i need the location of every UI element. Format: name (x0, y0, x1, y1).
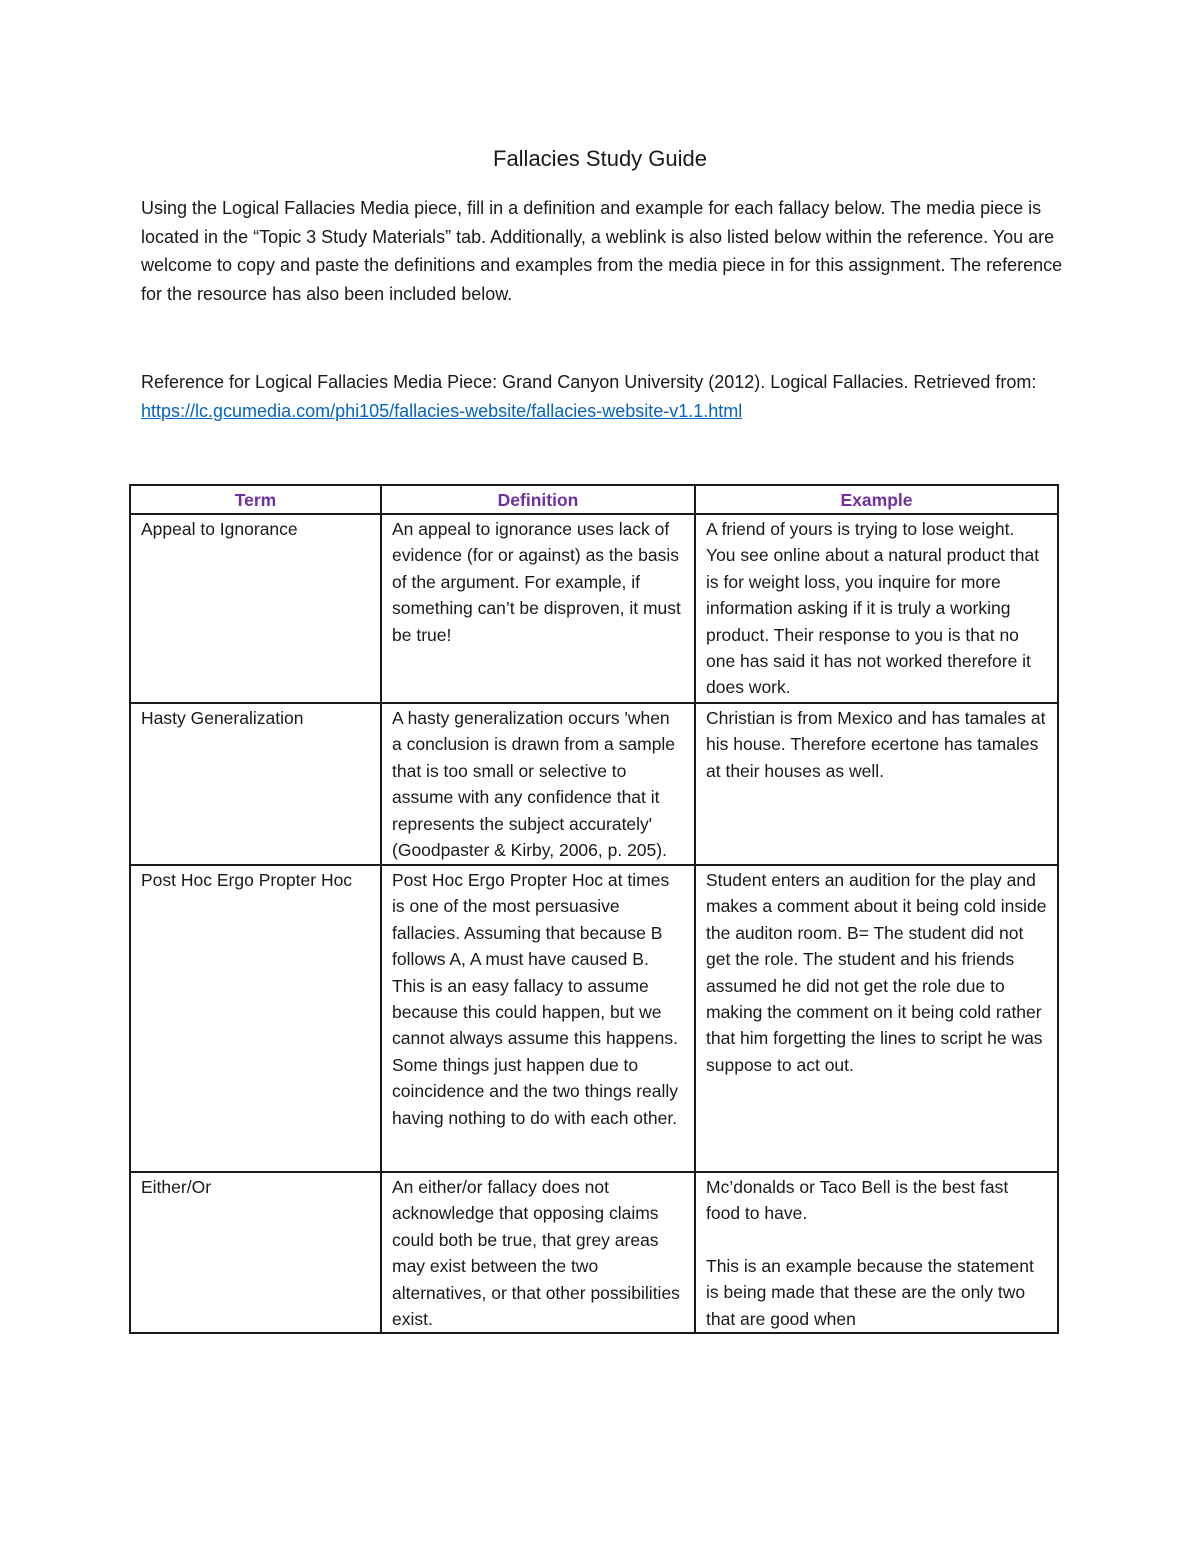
fallacies-table (129, 484, 1059, 1334)
term-cell: Either/Or (130, 1172, 381, 1333)
example-cell (695, 1172, 1058, 1333)
example-paragraph-2: This is an example because the statement is being made that these are the only two that are good when (706, 1255, 1034, 1329)
term-cell: Post Hoc Ergo Propter Hoc (130, 865, 381, 1172)
header-example: Example (695, 485, 1058, 514)
reference-text: Reference for Logical Fallacies Media Piece: Grand Canyon University (2012). Logical Fallacies. Retrieved from: (141, 372, 1037, 392)
table-header-row (130, 485, 1058, 514)
definition-cell: Post Hoc Ergo Propter Hoc at times is one of the most persuasive fallacies. Assuming that because B follows A, A must have caused B. This is an easy fallacy to assume because this could happen, but we cannot always assume this happens. Some things just happen due to coincidence and the two things really having nothing to do with each other. (381, 865, 695, 1172)
definition-cell: A hasty generalization occurs 'when a conclusion is drawn from a sample that is too small or selective to assume with any confidence that it represents the subject accurately' (Goodpaster & Kirby, 2006, p. 205). (381, 703, 695, 865)
example-cell: Christian is from Mexico and has tamales at his house. Therefore ecertone has tamales at their houses as well. (695, 703, 1058, 865)
definition-cell: An appeal to ignorance uses lack of evidence (for or against) as the basis of the argument. For example, if something can’t be disproven, it must be true! (381, 514, 695, 703)
table-row (130, 1172, 1058, 1333)
example-cell: Student enters an audition for the play and makes a comment about it being cold inside the auditon room. B= The student did not get the role. The student and his friends assumed he did not get the role due to making the comment on it being cold rather that him forgetting the lines to script he was suppose to act out. (695, 865, 1058, 1172)
table-row (130, 703, 1058, 865)
page-title: Fallacies Study Guide (493, 146, 707, 171)
intro-paragraph: Using the Logical Fallacies Media piece, fill in a definition and example for each fallacy below. The media piece is located in the “Topic 3 Study Materials” tab. Additionally, a weblink is also listed below within the reference. You are welcome to copy and paste the definitions and examples from the media piece in for this assignment. The reference for the resource has also been included below. (141, 198, 1063, 305)
paragraph-gap (706, 1227, 1047, 1253)
reference-paragraph (141, 368, 1066, 425)
example-paragraph-1: Mc’donalds or Taco Bell is the best fast food to have. (706, 1177, 1009, 1224)
reference-link[interactable]: https://lc.gcumedia.com/phi105/fallacies-website/fallacies-website-v1.1.html (141, 400, 743, 421)
definition-cell: An either/or fallacy does not acknowledge that opposing claims could both be true, that grey areas may exist between the two alternatives, or that other possibilities exist. (381, 1172, 695, 1333)
term-cell: Hasty Generalization (130, 703, 381, 865)
header-definition: Definition (381, 485, 695, 514)
example-cell-content (706, 1174, 1047, 1329)
example-cell: A friend of yours is trying to lose weight. You see online about a natural product that is for weight loss, you inquire for more information asking if it is truly a working product. Their response to you is that no one has said it has not worked therefore it does work. (695, 514, 1058, 703)
term-cell: Appeal to Ignorance (130, 514, 381, 703)
table-row (130, 514, 1058, 703)
header-term: Term (130, 485, 381, 514)
table-row (130, 865, 1058, 1172)
